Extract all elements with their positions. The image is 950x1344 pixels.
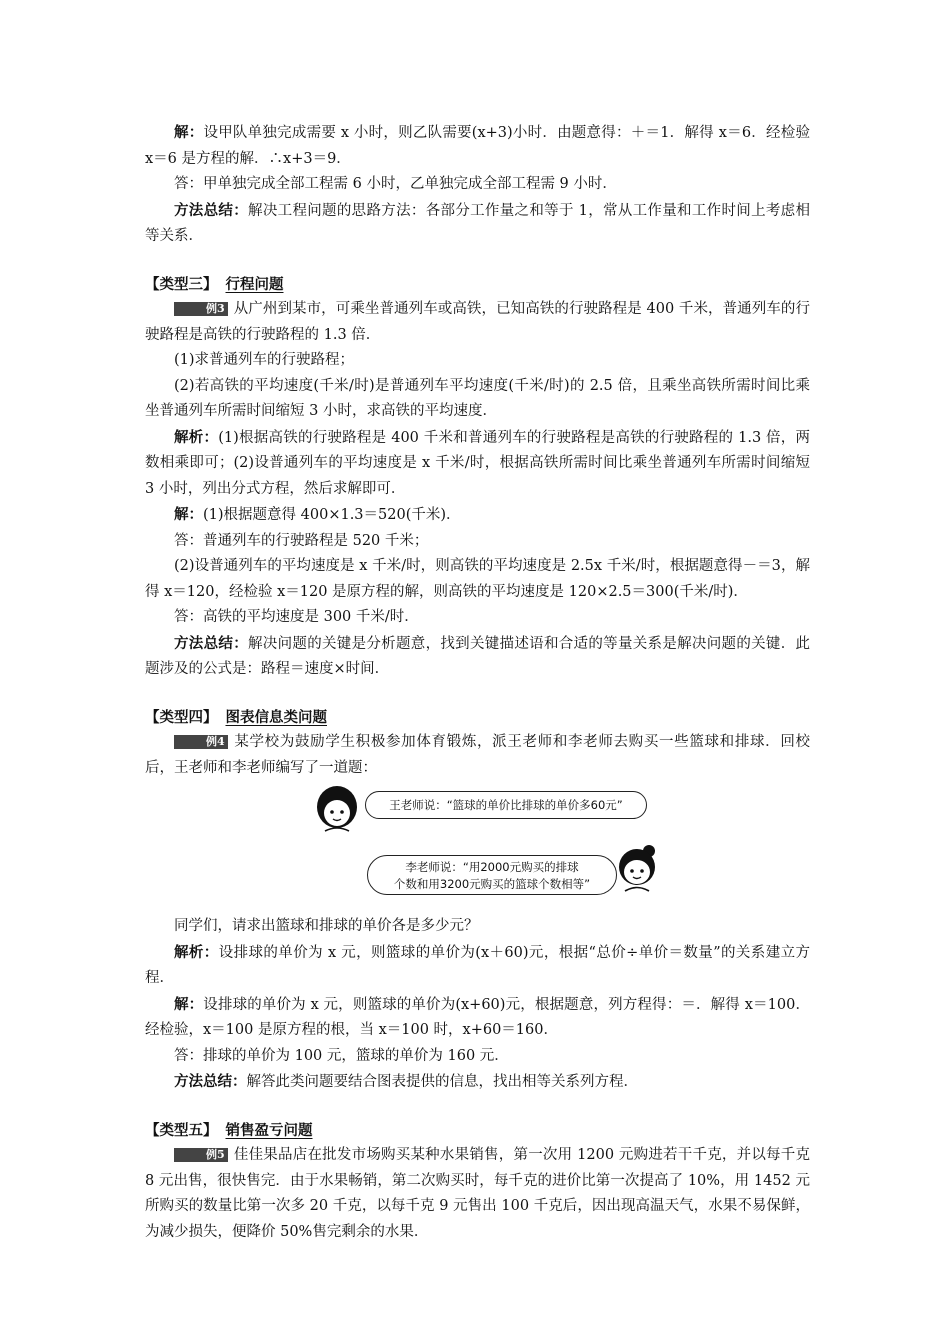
example-4 (145, 730, 810, 781)
text: (1)根据高铁的行驶路程是 400 千米和普通列车的行驶路程是高铁的行驶路程的 1.3 倍，两数相乘即可；(2)设普通列车的平均速度是 x 千米/时，根据高铁所需时间比乘坐普通列车所需时间缩短 3 小时，列出分式方程，然后求解即可． (145, 429, 810, 497)
label: 解： (174, 506, 203, 523)
solution (145, 992, 810, 1044)
label: 解： (174, 995, 204, 1013)
answer-1: 答：普通列车的行驶路程是 520 千米； (174, 532, 429, 549)
speech-bubble-wang: 王老师说：“篮球的单价比排球的单价多60元” (365, 791, 647, 819)
text: 解决工程问题的思路方法：各部分工作量之和等于 1，常从工作量和工作时间上考虑相等关系． (145, 202, 810, 244)
section-tag: 【类型三】 (145, 275, 218, 293)
text: 解答此类问题要结合图表提供的信息，找出相等关系列方程． (246, 1074, 638, 1090)
paragraph-answer: 答：甲单独完成全部工程需 6 小时，乙单独完成全部工程需 9 小时． (174, 176, 617, 192)
solution-1 (145, 502, 810, 529)
question-1: (1)求普通列车的行驶路程； (174, 352, 355, 368)
section-title: 图表信息类问题 (225, 708, 327, 726)
example-badge: 例5 (174, 1148, 228, 1162)
teacher-li-cartoon-icon (615, 845, 659, 893)
solution-2: (2)设普通列车的平均速度是 x 千米/时，则高铁的平均速度是 2.5x 千米/时，根据题意得－＝3，解得 x＝120，经检验 x＝120 是原方程的解，则高铁的平均速度是 120×2.5＝300(千米/时)． (145, 558, 810, 600)
document-page (145, 120, 810, 1245)
teacher-wang-cartoon-icon (315, 785, 359, 833)
example-badge: 例4 (174, 735, 228, 749)
section-heading-5 (145, 1118, 810, 1144)
dialogue-figure (315, 785, 665, 910)
example-5 (145, 1143, 810, 1245)
answer: 答：排球的单价为 100 元，篮球的单价为 160 元． (174, 1047, 509, 1064)
label: 方法总结： (174, 201, 249, 219)
speech-bubble-li (367, 855, 617, 895)
text: 从广州到某市，可乘坐普通列车或高铁，已知高铁的行驶路程是 400 千米，普通列车的行驶路程是高铁的行驶路程的 1.3 倍． (145, 301, 810, 343)
section-tag: 【类型四】 (145, 708, 218, 726)
text: 佳佳果品店在批发市场购买某种水果销售，第一次用 1200 元购进若干千克，并以每千克 8 元出售，很快售完．由于水果畅销，第二次购买时，每千克的进价比第一次提高了 10%，用 1452 元所购买的数量比第一次多 20 千克，以每千克 9 元售出 100 千克后，因出现高温天气，水果不易保鲜，为减少损失，便降价 50%售完剩余的水果． (145, 1147, 810, 1240)
example-badge: 例3 (174, 302, 228, 316)
section-title: 行程问题 (225, 275, 284, 293)
section-heading-4 (145, 705, 810, 731)
text: (1)根据题意得 400×1.3＝520(千米)． (203, 507, 461, 523)
label: 方法总结： (174, 634, 248, 652)
analysis (145, 940, 810, 992)
label: 解析： (174, 943, 219, 961)
bubble-line-2: 个数和用3200元购买的篮球个数相等” (393, 877, 591, 891)
label: 解： (174, 124, 204, 141)
label: 方法总结： (174, 1073, 247, 1090)
paragraph-summary (145, 198, 810, 250)
summary (145, 631, 810, 683)
paragraph-solution (145, 120, 810, 172)
analysis (145, 425, 810, 503)
text: 某学校为鼓励学生积极参加体育锻炼，派王老师和李老师去购买一些篮球和排球．回校后，王老师和李老师编写了一道题： (145, 734, 810, 776)
label: 解析： (174, 428, 219, 446)
question-2: (2)若高铁的平均速度(千米/时)是普通列车平均速度(千米/时)的 2.5 倍，且乘坐高铁所需时间比乘坐普通列车所需时间缩短 3 小时，求高铁的平均速度． (145, 377, 810, 419)
text: 设排球的单价为 x 元，则篮球的单价为(x+60)元，根据题意，列方程得：＝．解得 x＝100．经检验，x＝100 是原方程的根，当 x＝100 时，x+60＝160． (145, 996, 810, 1038)
summary (145, 1069, 810, 1096)
example-3 (145, 297, 810, 348)
bubble-line-1: 李老师说：“用2000元购买的排球 (405, 860, 579, 874)
text: 设甲队单独完成需要 x 小时，则乙队需要(x+3)小时．由题意得：＋＝1．解得 x＝6．经检验 x＝6 是方程的解．∴x+3＝9． (145, 125, 810, 167)
answer-2: 答：高铁的平均速度是 300 千米/时． (174, 609, 419, 625)
section-title: 销售盈亏问题 (225, 1121, 313, 1139)
question: 同学们，请求出篮球和排球的单价各是多少元？ (174, 918, 479, 934)
text: 设排球的单价为 x 元，则篮球的单价为(x＋60)元，根据“总价÷单价＝数量”的关系建立方程． (145, 944, 811, 986)
section-heading-3 (145, 272, 810, 298)
text: 解决问题的关键是分析题意，找到关键描述语和合适的等量关系是解决问题的关键．此题涉及的公式是：路程＝速度×时间． (145, 635, 811, 677)
section-tag: 【类型五】 (145, 1121, 218, 1139)
